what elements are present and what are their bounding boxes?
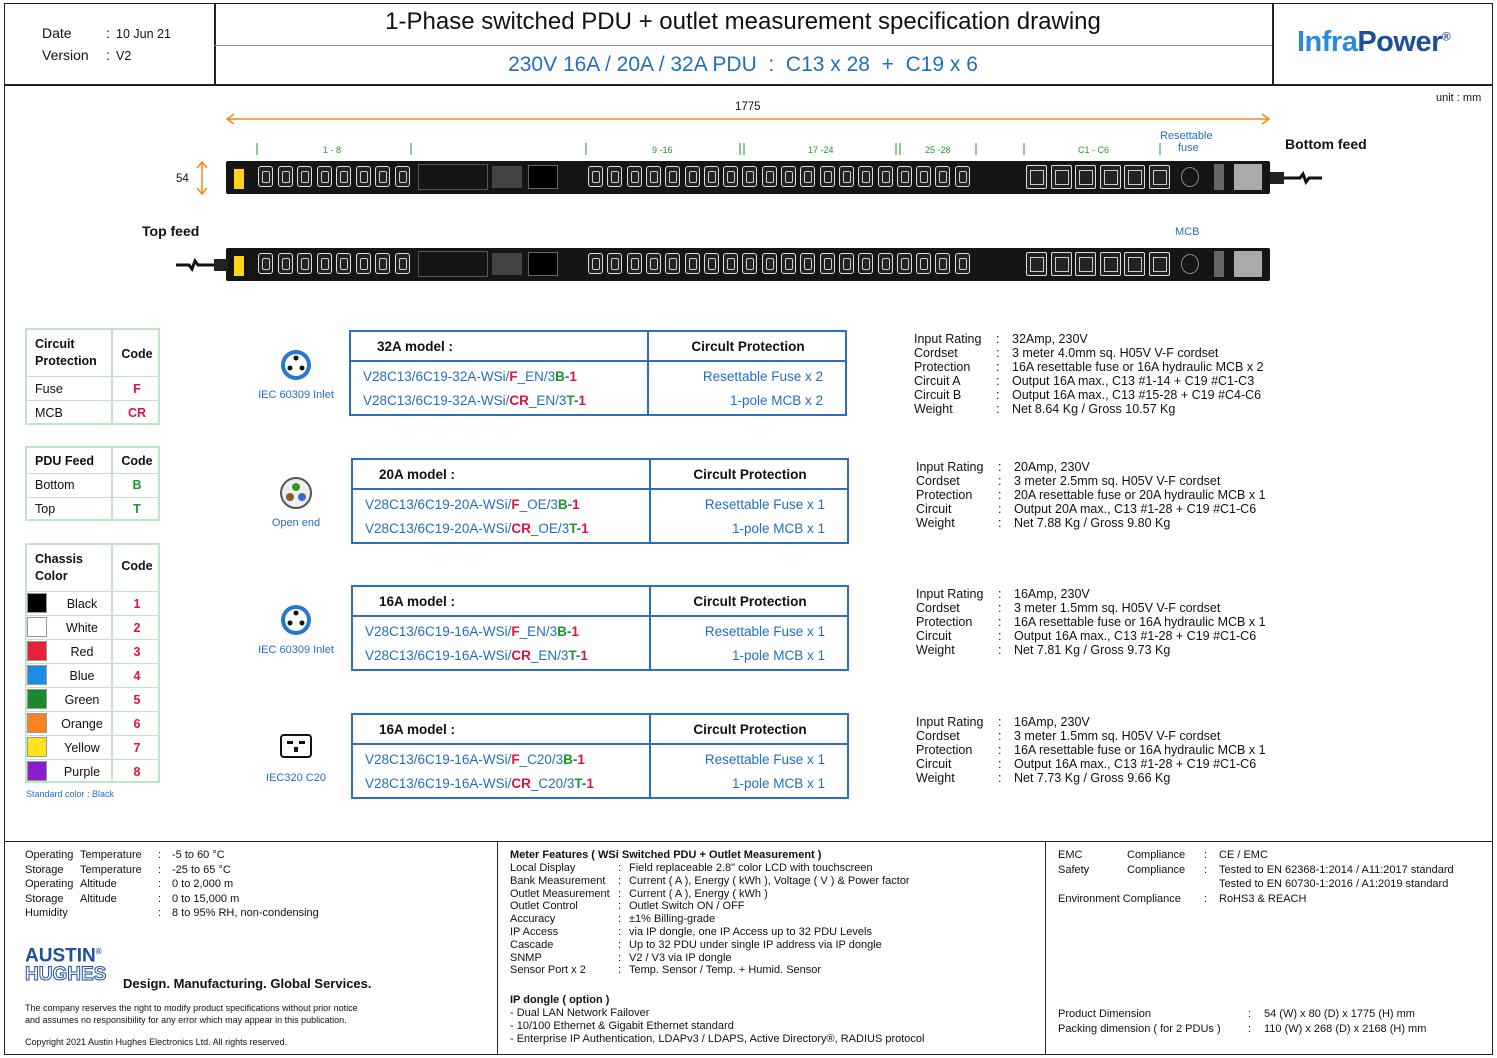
model-part-number: V28C13/6C19-20A-WSi/CR_OE/3T-1 <box>365 521 589 536</box>
compliance-item: : <box>1204 892 1208 905</box>
meter-feature: : <box>618 926 622 938</box>
env-spec: Temperature <box>80 863 142 876</box>
meter-feature: IP Access <box>510 926 559 938</box>
date-value: 10 Jun 21 <box>116 27 171 41</box>
c19-outlet <box>1149 165 1170 189</box>
dongle-feature: - Enterprise IP Authentication, LDAPv3 / LDAPS, Active Directory®, RADIUS protocol <box>510 1032 925 1045</box>
meter-feature: : <box>618 900 622 913</box>
compliance-item: CE / EMC <box>1219 849 1268 861</box>
c13-outlet <box>742 166 757 187</box>
c13-outlet <box>858 253 873 274</box>
c13-outlet <box>665 166 680 187</box>
meter-feature: Outlet Switch ON / OFF <box>629 900 745 913</box>
meter-feature: V2 / V3 via IP dongle <box>629 951 732 964</box>
austin-hughes-logo: AUSTIN® HUGHES <box>25 945 107 986</box>
meter-feature: : <box>618 874 622 887</box>
env-spec: 0 to 15,000 m <box>172 892 240 905</box>
env-spec: Altitude <box>80 878 117 890</box>
c19-outlet <box>1026 252 1047 276</box>
color-code: 1 <box>133 597 141 611</box>
c19-outlet <box>1026 165 1047 189</box>
compliance-item: Tested to EN 62368-1:2014 / A11:2017 standard <box>1219 863 1454 876</box>
c13-outlet <box>375 253 390 274</box>
model-part-number: V28C13/6C19-20A-WSi/F_OE/3B-1 <box>365 497 580 512</box>
compliance-item: : <box>1204 863 1208 876</box>
c13-outlet <box>800 166 815 187</box>
chassis-color-table: Chassis Color Code Black 1 White 2 Red 3 Blue 4 Green 5 Orange 6 Yellow 7 Purple 8 <box>25 543 160 783</box>
color-name: Purple <box>63 765 101 779</box>
network-ports <box>492 253 522 275</box>
meter-feature: Sensor Port x 2 <box>510 964 586 977</box>
model-table <box>351 713 849 799</box>
c13-outlet <box>742 253 757 274</box>
protection-value: Resettable Fuse x 2 <box>702 369 823 384</box>
iec60309-icon <box>279 603 313 637</box>
c13-outlet <box>646 253 661 274</box>
model-part-number: V28C13/6C19-32A-WSi/F_EN/3B-1 <box>363 369 577 384</box>
compliance-item: Compliance <box>1127 849 1186 861</box>
protection-value: Resettable Fuse x 1 <box>704 752 825 767</box>
c13-outlet <box>336 253 351 274</box>
color-code: 3 <box>133 645 141 659</box>
meter-feature: Current ( A ), Energy ( kWh ), Voltage ( V ) & Power factor <box>629 874 910 887</box>
color-name: Black <box>66 597 98 611</box>
model-table <box>349 330 847 416</box>
env-spec: : <box>158 849 162 861</box>
inlet-label: IEC 60309 Inlet <box>258 389 334 401</box>
compliance-item: Environment Compliance <box>1058 892 1181 905</box>
mcb-icon <box>1181 254 1199 274</box>
inlet-label: IEC 60309 Inlet <box>258 644 334 656</box>
protection-value: 1-pole MCB x 2 <box>729 393 823 408</box>
meter-feature: : <box>618 913 622 926</box>
env-spec: -25 to 65 °C <box>172 863 231 876</box>
c13-outlet <box>297 166 312 187</box>
open-end-icon <box>279 476 313 510</box>
c13-outlet <box>762 253 777 274</box>
c13-outlet <box>336 166 351 187</box>
mcb-label: MCB <box>1175 226 1200 238</box>
dongle-feature: - 10/100 Ethernet & Gigabit Ethernet standard <box>510 1019 734 1032</box>
code-row: MCB CR <box>27 400 158 424</box>
compliance-item: Compliance <box>1127 863 1186 876</box>
color-name: Orange <box>61 717 103 731</box>
infrapower-logo: InfraPower® <box>1297 26 1451 58</box>
standard-color-note: Standard color : Black <box>26 789 115 799</box>
header-divider <box>1272 3 1274 85</box>
env-spec: 0 to 2,000 m <box>172 878 234 890</box>
chassis-color-row <box>27 759 158 783</box>
group-label-17-24: 17 -24 <box>808 145 834 155</box>
c13-outlet <box>278 166 293 187</box>
chassis-color-row <box>27 735 158 759</box>
c13-outlet <box>356 253 371 274</box>
bottom-feed-label: Bottom feed <box>1285 136 1367 152</box>
meter-feature: : <box>618 887 622 900</box>
c13-outlet <box>627 253 642 274</box>
color-name: Green <box>64 693 100 707</box>
c13-outlet <box>955 253 970 274</box>
protection-value: 1-pole MCB x 1 <box>731 521 825 536</box>
model-table <box>351 585 849 671</box>
outlet-group-markers <box>250 141 1170 157</box>
protection-value: Resettable Fuse x 1 <box>704 624 825 639</box>
c13-outlet <box>607 166 622 187</box>
c13-outlet <box>685 166 700 187</box>
meter-feature: : <box>618 862 622 874</box>
c13-outlet <box>258 253 273 274</box>
lcd-display <box>528 165 558 189</box>
group-label-1-8: 1 - 8 <box>323 145 342 155</box>
c13-outlet <box>878 253 893 274</box>
length-dim: 1775 <box>735 101 761 113</box>
c13-outlet <box>704 253 719 274</box>
env-spec: Altitude <box>80 892 117 905</box>
chassis-color-row <box>27 687 158 711</box>
group-label-c1-c6: C1 - C6 <box>1078 145 1110 155</box>
meter-feature: via IP dongle, one IP Access up to 32 PDU Levels <box>629 926 872 938</box>
env-spec: Operating <box>25 849 74 861</box>
c13-outlet <box>588 166 603 187</box>
footer-divider <box>1045 841 1046 1055</box>
code-row: Fuse F <box>27 376 158 400</box>
info-panel <box>418 251 488 277</box>
version-value: V2 <box>116 49 132 63</box>
top-cord <box>172 257 228 273</box>
meter-feature: Temp. Sensor / Temp. + Humid. Sensor <box>629 964 822 977</box>
dimension-item: Packing dimension ( for 2 PDUs ) <box>1058 1023 1221 1035</box>
c13-outlet <box>395 166 410 187</box>
meter-feature: Field replaceable 2.8" color LCD with touchscreen <box>629 862 873 874</box>
model-part-number: V28C13/6C19-16A-WSi/F_EN/3B-1 <box>365 624 579 639</box>
header-bottom-line <box>4 84 1493 86</box>
dimension-item: 54 (W) x 80 (D) x 1775 (H) mm <box>1264 1008 1415 1020</box>
inlet-label: IEC320 C20 <box>266 772 326 784</box>
color-name: Red <box>70 645 94 659</box>
chassis-color-row <box>27 663 158 687</box>
c19-outlet <box>1149 252 1170 276</box>
c13-outlet <box>935 166 950 187</box>
model-spec-list: Input Rating : 32Amp, 230V Cordset : 3 meter 4.0mm sq. H05V V-F cordset Protection : 16A resettable fuse or 16A hydraulic MCB x 2 Circuit A : Output 16A max., C13 #1-14 + C19 #C1-C3 Circuit B : Output 16A max., C13 #15-28 + C19 #C4-C6 Weight : Net 8.64 Kg / Gross 10.57 Kg <box>914 332 1264 416</box>
length-arrow <box>224 112 1274 126</box>
color-code: 7 <box>133 741 141 755</box>
pdu-label-tag <box>234 169 244 189</box>
c13-outlet <box>762 166 777 187</box>
meter-label-plate <box>1214 164 1224 190</box>
model-part-number: V28C13/6C19-16A-WSi/F_C20/3B-1 <box>365 752 585 767</box>
env-spec: : <box>158 863 162 876</box>
c13-outlet <box>916 253 931 274</box>
c13-outlet <box>317 253 332 274</box>
model-title: 32A model : <box>377 339 454 354</box>
c13-outlet <box>375 166 390 187</box>
meter-feature: Current ( A ), Energy ( kWh ) <box>629 887 768 900</box>
c19-outlet <box>1075 165 1096 189</box>
network-ports <box>492 166 522 188</box>
color-name: White <box>66 621 98 635</box>
c13-outlet <box>781 253 796 274</box>
c13-outlet <box>897 253 912 274</box>
version-label: Version <box>42 47 89 63</box>
fuse-icon <box>1181 167 1199 187</box>
feed-code-table: PDU Feed Code Bottom B Top T <box>25 446 160 521</box>
c19-outlet <box>1124 165 1145 189</box>
env-spec: 8 to 95% RH, non-condensing <box>172 907 319 919</box>
inlet-plate <box>1234 164 1262 190</box>
meter-feature: Bank Measurement <box>510 874 606 887</box>
dimension-item: : <box>1248 1023 1252 1035</box>
c19-outlet <box>1100 252 1121 276</box>
c13-outlet <box>317 166 332 187</box>
inlet-plate <box>1234 251 1262 277</box>
footer-divider <box>497 841 498 1055</box>
c13-outlet <box>704 166 719 187</box>
c13-outlet <box>278 253 293 274</box>
meter-feature: Outlet Control <box>510 900 578 913</box>
c13-outlet <box>955 166 970 187</box>
meter-feature: : <box>618 938 622 951</box>
top-feed-label: Top feed <box>142 223 200 239</box>
env-spec: Storage <box>25 863 64 876</box>
env-spec: Humidity <box>25 907 68 919</box>
group-label-25-28: 25 -28 <box>925 145 951 155</box>
pdu-top-feed <box>226 248 1270 281</box>
compliance-item: : <box>1204 849 1208 861</box>
meter-feature: SNMP <box>510 951 542 964</box>
pdu-bottom-feed <box>226 161 1270 194</box>
meter-feature: Up to 32 PDU under single IP address via IP dongle <box>629 938 882 951</box>
inlet-label: Open end <box>271 517 321 529</box>
c13-outlet <box>607 253 622 274</box>
dimension-item: Product Dimension <box>1058 1008 1151 1020</box>
color-code: 2 <box>133 621 141 635</box>
c13-outlet <box>878 166 893 187</box>
c13-outlet <box>800 253 815 274</box>
env-spec: : <box>158 892 162 905</box>
date-label: Date <box>42 25 72 41</box>
tagline: Design. Manufacturing. Global Services. <box>123 976 372 991</box>
c13-outlet <box>723 166 738 187</box>
dimension-item: 110 (W) x 268 (D) x 2168 (H) mm <box>1264 1023 1427 1035</box>
resettable-label: Resettable <box>1160 130 1213 142</box>
circuit-protection-header: Circult Protection <box>691 339 805 354</box>
env-spec: -5 to 60 °C <box>172 849 225 861</box>
env-spec: Storage <box>25 892 64 905</box>
circuit-protection-header: Circult Protection <box>693 722 807 737</box>
c13-outlet <box>627 166 642 187</box>
meter-feature: Cascade <box>510 938 554 951</box>
meter-feature: : <box>618 964 622 977</box>
c13-outlet <box>646 166 661 187</box>
chassis-color-row <box>27 639 158 663</box>
iec60309-icon <box>279 348 313 382</box>
circuit-protection-header: Circult Protection <box>693 467 807 482</box>
disclaimer: The company reserves the right to modify product specifications without prior notice and assumes no responsibility for any error which may appear in this publication. <box>25 1003 358 1025</box>
protection-value: Resettable Fuse x 1 <box>704 497 825 512</box>
c13-outlet <box>781 166 796 187</box>
c13-outlet <box>297 253 312 274</box>
env-spec: : <box>158 907 162 919</box>
title-divider <box>214 45 1272 46</box>
meter-feature: : <box>618 951 622 964</box>
date-colon: : <box>106 25 110 41</box>
unit-label: unit : mm <box>1436 92 1482 104</box>
c13-outlet <box>858 166 873 187</box>
env-spec: Operating <box>25 878 74 890</box>
c19-outlet <box>1100 165 1121 189</box>
height-arrow <box>195 160 209 196</box>
model-title: 20A model : <box>379 467 456 482</box>
meter-feature: Outlet Measurement <box>510 887 610 900</box>
c13-outlet <box>356 166 371 187</box>
page-subtitle: 230V 16A / 20A / 32A PDU : C13 x 28 + C19 x 6 <box>508 53 978 76</box>
meter-feature: Local Display <box>510 862 576 874</box>
pdu-label-tag <box>234 256 244 276</box>
color-name: Blue <box>69 669 95 683</box>
c19-outlet <box>1124 252 1145 276</box>
model-title: 16A model : <box>379 594 456 609</box>
meter-feature: Accuracy <box>510 913 556 926</box>
color-code: 5 <box>133 693 141 707</box>
info-panel <box>418 164 488 190</box>
env-spec: : <box>158 878 162 890</box>
c19-outlet <box>1075 252 1096 276</box>
chassis-color-row <box>27 711 158 735</box>
c13-outlet <box>685 253 700 274</box>
dimension-item: : <box>1248 1008 1252 1020</box>
c13-outlet <box>665 253 680 274</box>
c13-outlet <box>723 253 738 274</box>
compliance-item: EMC <box>1058 849 1083 861</box>
circuit-protection-header: Circult Protection <box>693 594 807 609</box>
env-spec: Temperature <box>80 849 142 861</box>
c13-outlet <box>395 253 410 274</box>
color-code: 4 <box>133 669 141 683</box>
model-table <box>351 458 849 544</box>
fuse-label: fuse <box>1178 142 1199 154</box>
version-colon: : <box>106 47 110 63</box>
c13-outlet <box>820 166 835 187</box>
footer-top-line <box>4 841 1493 842</box>
lcd-display <box>528 252 558 276</box>
chassis-color-row <box>27 615 158 639</box>
height-dim: 54 <box>176 173 189 185</box>
dongle-feature: - Dual LAN Network Failover <box>510 1007 650 1019</box>
color-name: Yellow <box>64 741 100 755</box>
iec-c20-icon <box>279 731 313 765</box>
c13-outlet <box>897 166 912 187</box>
model-title: 16A model : <box>379 722 456 737</box>
group-label-9-16: 9 -16 <box>652 145 673 155</box>
c13-outlet <box>839 166 854 187</box>
meter-feature: ±1% Billing-grade <box>629 913 716 926</box>
dongle-title: IP dongle ( option ) <box>510 994 610 1006</box>
model-part-number: V28C13/6C19-32A-WSi/CR_EN/3T-1 <box>363 393 586 408</box>
c13-outlet <box>258 166 273 187</box>
meter-title: Meter Features ( WSi Switched PDU + Outlet Measurement ) <box>510 849 822 861</box>
c13-outlet <box>935 253 950 274</box>
color-code: 6 <box>133 717 141 731</box>
copyright: Copyright 2021 Austin Hughes Electronics Ltd. All rights reserved. <box>25 1037 288 1047</box>
protection-value: 1-pole MCB x 1 <box>731 776 825 791</box>
bottom-cord <box>1270 170 1326 186</box>
c19-outlet <box>1051 165 1072 189</box>
model-spec-list: Input Rating : 16Amp, 230V Cordset : 3 meter 1.5mm sq. H05V V-F cordset Protection : 16A resettable fuse or 16A hydraulic MCB x 1 Circuit : Output 16A max., C13 #1-28 + C19 #C1-C6 Weight : Net 7.81 Kg / Gross 9.73 Kg <box>916 587 1266 657</box>
model-part-number: V28C13/6C19-16A-WSi/CR_EN/3T-1 <box>365 648 588 663</box>
compliance-item: Tested to EN 60730-1:2016 / A1:2019 standard <box>1219 878 1449 890</box>
model-spec-list: Input Rating : 16Amp, 230V Cordset : 3 meter 1.5mm sq. H05V V-F cordset Protection : 16A resettable fuse or 16A hydraulic MCB x 1 Circuit : Output 16A max., C13 #1-28 + C19 #C1-C6 Weight : Net 7.73 Kg / Gross 9.66 Kg <box>916 715 1266 785</box>
circuit-code-table: Circuit Protection Code Fuse F MCB CR <box>25 328 160 425</box>
c13-outlet <box>839 253 854 274</box>
protection-value: 1-pole MCB x 1 <box>731 648 825 663</box>
c13-outlet <box>916 166 931 187</box>
page-title: 1-Phase switched PDU + outlet measurement specification drawing <box>385 8 1101 35</box>
model-part-number: V28C13/6C19-16A-WSi/CR_C20/3T-1 <box>365 776 594 791</box>
chassis-color-row <box>27 591 158 615</box>
c13-outlet <box>820 253 835 274</box>
compliance-item: RoHS3 & REACH <box>1219 892 1307 905</box>
color-code: 8 <box>133 765 141 779</box>
compliance-item: Safety <box>1058 863 1090 876</box>
c19-outlet <box>1051 252 1072 276</box>
model-spec-list: Input Rating : 20Amp, 230V Cordset : 3 meter 2.5mm sq. H05V V-F cordset Protection : 20A resettable fuse or 20A hydraulic MCB x 1 Circuit : Output 20A max., C13 #1-28 + C19 #C1-C6 Weight : Net 7.88 Kg / Gross 9.80 Kg <box>916 460 1266 530</box>
meter-label-plate <box>1214 251 1224 277</box>
c13-outlet <box>588 253 603 274</box>
